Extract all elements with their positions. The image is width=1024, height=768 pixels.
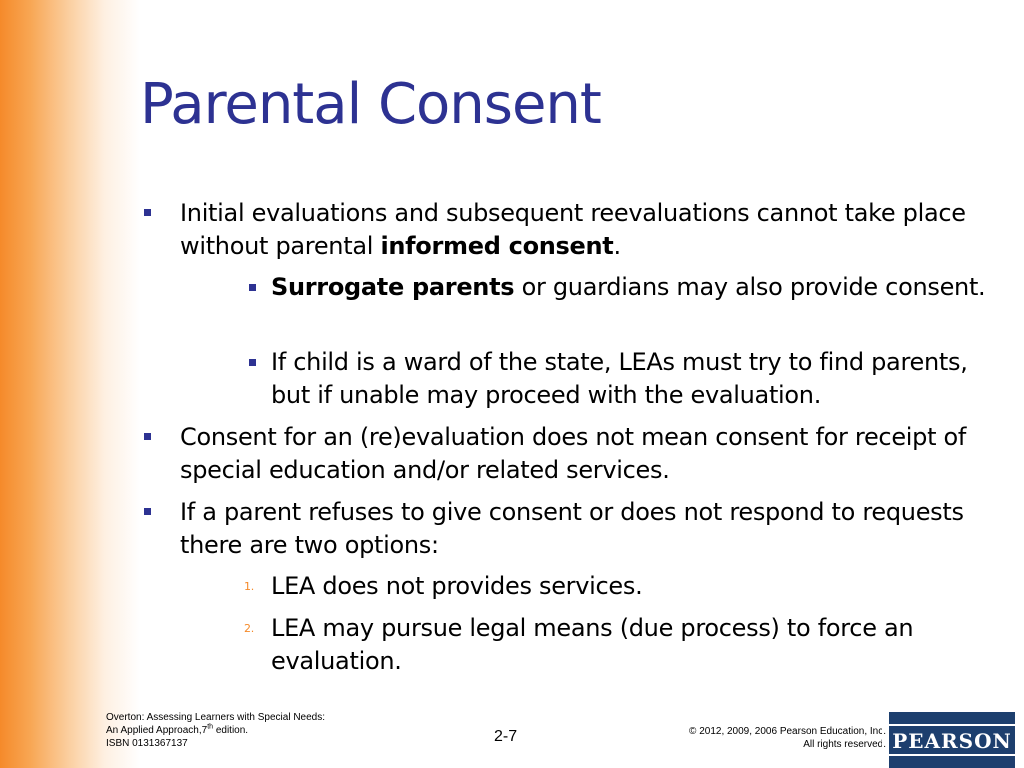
numbered-item-1 xyxy=(244,570,1011,603)
side-gradient-bar xyxy=(0,0,140,768)
square-bullet-icon xyxy=(249,359,256,366)
copyright-notice xyxy=(689,725,886,751)
sub-bullet-item-2 xyxy=(271,346,1011,412)
square-bullet-icon xyxy=(144,209,151,216)
numbered-text: LEA may pursue legal means (due process) to force an evaluation. xyxy=(271,614,914,675)
square-bullet-icon xyxy=(144,433,151,440)
bullet-text: Initial evaluations and subsequent reevaluations cannot take place without parental xyxy=(180,199,966,260)
bullet-text: If a parent refuses to give consent or does not respond to requests there are two options: xyxy=(180,498,964,559)
book-title-line: Overton: Assessing Learners with Special Needs: xyxy=(106,712,325,723)
book-citation xyxy=(106,711,426,750)
logo-text: PEARSON xyxy=(882,724,1022,756)
pearson-logo xyxy=(889,712,1015,768)
numbered-item-2 xyxy=(244,612,1011,678)
bullet-text: If child is a ward of the state, LEAs must try to find parents, but if unable may proceed with the evaluation. xyxy=(271,348,968,409)
sub-bullet-item-1 xyxy=(271,271,1011,304)
bullet-bold-text: Surrogate parents xyxy=(271,273,515,301)
isbn-line: ISBN 0131367137 xyxy=(106,738,188,749)
bullet-text: Consent for an (re)evaluation does not mean consent for receipt of special education and/or related services. xyxy=(180,423,967,484)
book-edition-line: An Applied Approach,7th edition. xyxy=(106,723,249,736)
list-number: 1. xyxy=(244,580,254,593)
bullet-bold-text: informed consent xyxy=(380,232,614,260)
bullet-text-end: or guardians may also provide consent. xyxy=(514,273,986,301)
square-bullet-icon xyxy=(249,284,256,291)
square-bullet-icon xyxy=(144,508,151,515)
bullet-text-end: . xyxy=(613,232,621,260)
page-number: 2-7 xyxy=(494,728,518,745)
numbered-text: LEA does not provides services. xyxy=(271,572,643,600)
rights-line: All rights reserved. xyxy=(803,739,886,750)
bullet-item-3 xyxy=(180,496,1010,562)
copyright-line: © 2012, 2009, 2006 Pearson Education, Inc. xyxy=(689,726,886,737)
slide-title: Parental Consent xyxy=(140,72,601,137)
bullet-item-1 xyxy=(180,197,1010,263)
bullet-item-2 xyxy=(180,421,1010,487)
list-number: 2. xyxy=(244,622,254,635)
